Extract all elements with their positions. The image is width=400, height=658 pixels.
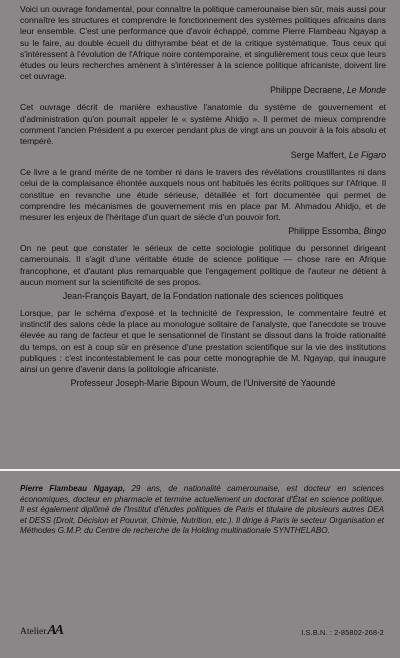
publisher-logo <box>20 623 62 639</box>
review <box>20 243 386 302</box>
review <box>20 167 386 237</box>
review-text: Cet ouvrage décrit de manière exhaustive l'anatomie du système de gouvernement et d'administration qu'on pourrait appeler le « système Ahidjo ». Il permet de mieux comprendre comment l'ancien Président a pu exercer pendant plus de vingt ans un pouvoir à la fois absolu et tempéré. <box>20 102 386 147</box>
review-author: Philippe Decraene, <box>270 85 345 96</box>
review <box>20 308 386 389</box>
review-publication: Le Monde <box>346 85 386 96</box>
review-author: Philippe Essomba, <box>288 226 362 237</box>
review-publication: Le Figaro <box>348 150 386 161</box>
review-text: Lorsque, par le schéma d'exposé et la technicité de l'expression, le commentaire feutré et instinctif des salons cède la place au monologue solitaire de l'analyste, que l'anecdote se trouve élevée au rang de facteur et que le sensationnel de l'instant se dissout dans la froide rationalité du temps, on est à coup sûr en présence d'une prestation scientifique sur la vie des institutions publiques : c'est incontestablement le cas pour cette monographie de M. Ngayap, qui inaugure ainsi un genre d'avenir dans la politologie africaniste. <box>20 308 386 375</box>
publisher-name: Atelier <box>20 627 47 637</box>
review-publication: Bingo <box>363 226 386 237</box>
author-bio <box>20 484 384 537</box>
isbn: I.S.B.N. : 2-85802-268-2 <box>301 628 384 637</box>
review-author: Professeur Joseph-Marie Bipoun Woum, de l'Université de Yaoundé <box>70 378 336 389</box>
review-attribution <box>20 291 386 302</box>
bio-paragraph <box>20 484 384 537</box>
publisher-mark: AA <box>47 623 63 638</box>
review-author: Serge Maffert, <box>290 150 347 161</box>
divider <box>0 469 400 471</box>
review <box>20 102 386 161</box>
bio-text: 29 ans, de nationalité camerounaise, est docteur en sciences économiques, docteur en pharmacie et termine actuellement un doctorat d'État en science politique. Il est également diplômé de l'Institut d'études politiques de Paris et titulaire de plusieurs autres DEA et DESS (Droit, Décision et Pouvoir, Chimie, Nutrition, etc.). Il dirige à Paris le secteur Organisation et Méthodes G.M.P. du Centre de recherche de la Holding multinationale SYNTHELABO. <box>20 484 384 536</box>
review-author: Jean-François Bayart, de la Fondation nationale des sciences politiques <box>62 291 344 302</box>
review-attribution <box>20 85 386 96</box>
bio-author-name: Pierre Flambeau Ngayap, <box>20 484 125 493</box>
review <box>20 4 386 96</box>
review-text: Voici un ouvrage fondamental, pour connaître la politique camerounaise bien sûr, mais aussi pour connaître les structures et comprendre le fonctionnement des systèmes politiques africains dans leur ensemble. C'est une performance que d'avoir échappé, comme Pierre Flambeau Ngayap a su le faire, au double écueil du dithyrambe béat et de la critique systématique. Tous ceux qui s'intéressent à l'évolution de l'Afrique noire contemporaine, et singulièrement tous ceux que leurs études ou leurs recherches amènent à s'intéresser à la science politique africaniste, doivent lire cet ouvrage. <box>20 4 386 82</box>
review-attribution <box>20 378 386 389</box>
review-text: On ne peut que constater le sérieux de cette sociologie politique du personnel dirigeant camerounais. Il s'agit d'une véritable étude de science politique — chose rare en Afrique francophone, et d'autant plus remarquable que l'engagement politique de l'auteur ne détient à aucun moment sur la scientificité de ses propos. <box>20 243 386 287</box>
reviews-section <box>20 4 386 395</box>
review-text: Ce livre a le grand mérite de ne tomber ni dans le travers des révélations croustillantes ni dans celui de la complaisance éhontée auxquels nous ont habitués les écrits politiques sur l'Afrique. Il constitue en revanche une étude sérieuse, détaillée et fort documentée qui permet de comprendre les mécanismes de gouvernement mis en place par M. Ahmadou Ahidjo, et de mesurer les enjeux de l'héritage d'un quart de siècle d'un pouvoir fort. <box>20 167 386 223</box>
review-attribution <box>20 150 386 161</box>
review-attribution <box>20 226 386 237</box>
